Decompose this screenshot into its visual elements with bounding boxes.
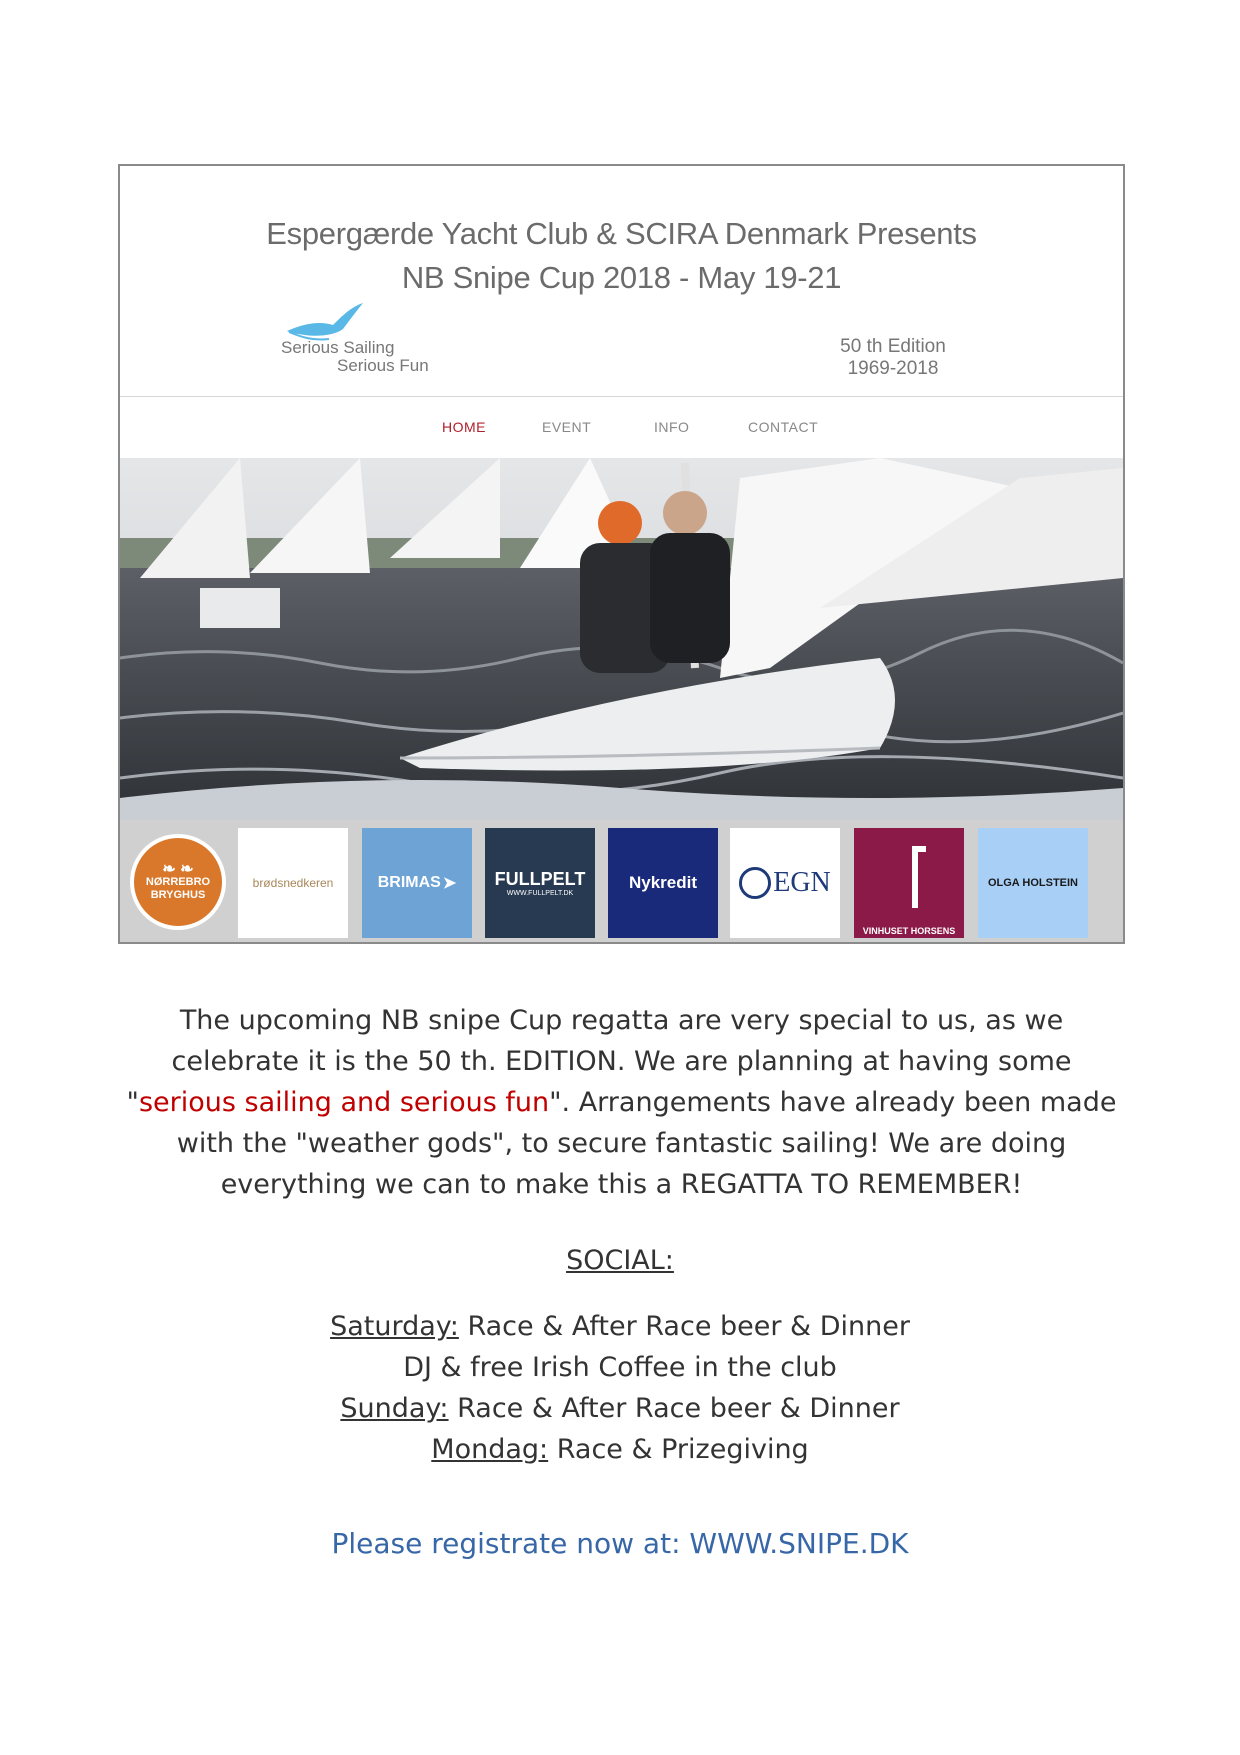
edition-years: 1969-2018 [847,358,939,379]
social-heading: SOCIAL: [566,1245,674,1276]
sponsor-fullpelt[interactable] [485,828,595,938]
day-label: Sunday: [340,1393,449,1424]
sponsor-norrebro-bryghus[interactable] [130,834,226,930]
nav-info[interactable]: INFO [654,419,690,435]
sponsor-label: EGN [773,867,831,898]
social-schedule [0,1306,1240,1470]
day-label: Saturday: [330,1311,459,1342]
nav-contact[interactable]: CONTACT [748,419,819,435]
schedule-saturday [0,1306,1240,1347]
banner-header [120,166,1123,396]
hero-sailing-photo [120,458,1123,820]
sponsor-label: brødsnedkeren [252,876,334,890]
arrow-logo-icon: ➤ [442,875,457,892]
banner-title-line2: NB Snipe Cup 2018 - May 19-21 [401,260,842,295]
sponsor-nykredit[interactable] [608,828,718,938]
intro-highlight: serious sailing and serious fun [138,1087,550,1118]
sponsor-label: NØRREBRO [145,875,211,888]
sponsor-label: BRIMAS [377,874,441,891]
tagline-line2: Serious Fun [337,356,429,375]
intro-text: The upcoming NB snipe Cup regatta are very special to us, as we celebrate it is the 50 th. EDITION. We are planning at having some " [126,1005,1072,1118]
bottle-logo-icon [912,846,926,908]
sponsor-label: OLGA HOLSTEIN [987,877,1079,889]
sponsor-url: WWW.FULLPELT.DK [506,890,574,897]
event-banner [118,164,1125,944]
hop-leaf-icon: ❧ ❧ [162,860,194,878]
day-text: Race & After Race beer & Dinner [448,1393,900,1424]
intro-paragraph [118,1000,1125,1205]
globe-icon [739,867,771,899]
sponsor-egn[interactable] [730,828,840,938]
sponsor-label: VINHUSET HORSENS [862,926,956,936]
tagline-line1: Serious Sailing [281,338,395,357]
edition-label: 50 th Edition [840,336,946,357]
sponsor-label: Nykredit [628,873,698,892]
day-text: Race & After Race beer & Dinner [458,1311,910,1342]
schedule-sunday [0,1388,1240,1429]
day-text: Race & Prizegiving [548,1434,809,1465]
intro-text: ". Arrangements have already been made with the "weather gods", to secure fantastic sailing! We are doing everything we can to make this a REGATTA TO REMEMBER! [176,1087,1117,1200]
sponsor-label: FULLPELT [494,869,586,889]
sponsor-strip [120,820,1123,944]
registration-link[interactable]: Please registrate now at: WWW.SNIPE.DK [331,1527,909,1560]
day-label: Mondag: [431,1434,549,1465]
sponsor-vinhuset-horsens[interactable] [854,828,964,938]
nav-home[interactable]: HOME [442,419,486,435]
bird-logo-icon [285,301,365,343]
sponsor-brimas[interactable] [362,828,472,938]
site-nav [120,396,1123,457]
nav-event[interactable]: EVENT [542,419,592,435]
sponsor-label: BRYGHUS [150,888,206,901]
sponsor-brodsnedkeren[interactable] [238,828,348,938]
sponsor-olga-holstein[interactable] [978,828,1088,938]
banner-title-line1: Espergærde Yacht Club & SCIRA Denmark Presents [266,216,977,251]
schedule-saturday-extra: DJ & free Irish Coffee in the club [403,1352,837,1383]
schedule-monday [0,1429,1240,1470]
banner-title [120,212,1123,300]
